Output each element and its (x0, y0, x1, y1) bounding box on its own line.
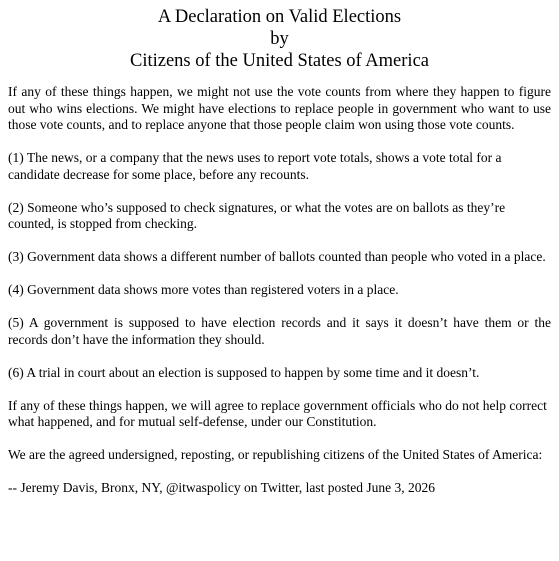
title-line-1: A Declaration on Valid Elections (157, 7, 402, 27)
agreement-paragraph: If any of these things happen, we will agree to replace government officials who do not help correct what happened, and for mutual self-defense, under our Constitution. (8, 397, 547, 429)
title-line-3: Citizens of the United States of America (129, 51, 429, 71)
condition-5: (5) A government is supposed to have election records and it says it doesn’t have them or the records don’t have the information they should. (8, 315, 551, 347)
document-title (8, 6, 551, 72)
condition-6: (6) A trial in court about an election is supposed to happen by some time and it doesn’t. (8, 364, 480, 380)
signature-line: -- Jeremy Davis, Bronx, NY, @itwaspolicy on Twitter, last posted June 3, 2026 (8, 480, 436, 495)
condition-2: (2) Someone who’s supposed to check signatures, or what the votes are on ballots as they’re counted, is stopped from checking. (8, 199, 506, 231)
title-line-2: by (270, 29, 289, 49)
condition-1: (1) The news, or a company that the news uses to report vote totals, shows a vote total for a candidate decrease for some place, before any recounts. (8, 150, 502, 182)
signatories-intro: We are the agreed undersigned, reposting, or republishing citizens of the United States of America: (8, 447, 543, 462)
condition-4: (4) Government data shows more votes than registered voters in a place. (8, 282, 399, 297)
intro-paragraph: If any of these things happen, we might not use the vote counts from where they happen to figure out who wins elections. We might have elections to replace people in government who want to use those vote counts, and to replace anyone that those people claim won using those vote counts. (8, 84, 551, 132)
condition-3: (3) Government data shows a different number of ballots counted than people who voted in a place. (8, 249, 546, 264)
